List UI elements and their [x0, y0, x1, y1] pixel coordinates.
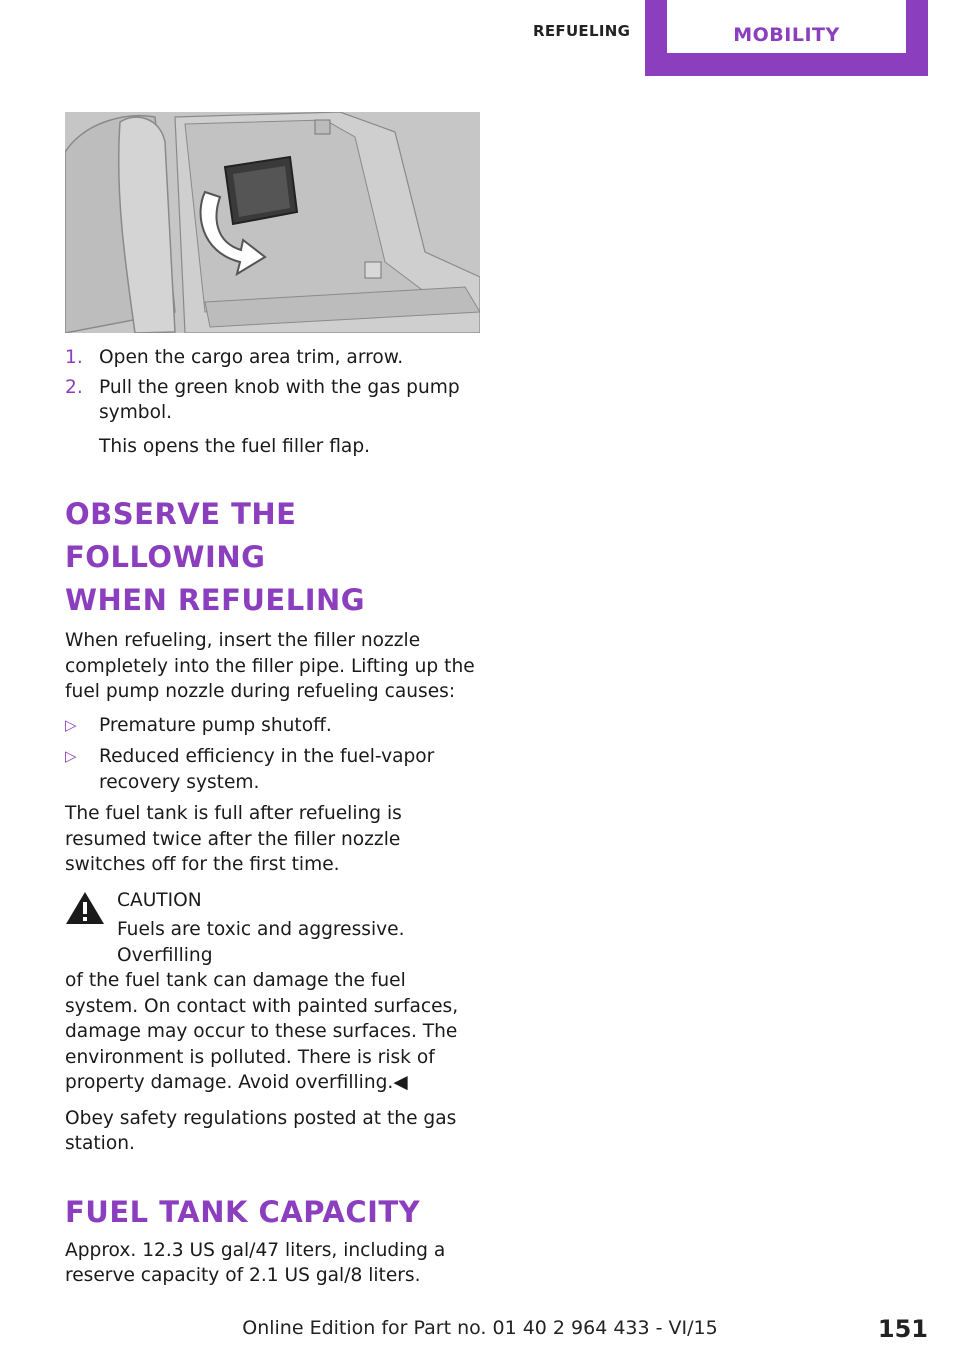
- step-2: [65, 375, 480, 426]
- main-content: [65, 345, 480, 1289]
- caution-text: of the fuel tank can damage the fuel system. On contact with painted surfaces, damage may occur to these surfaces. The environment is polluted. There is risk of property damage. Avoid overfilling.◀: [65, 970, 459, 1093]
- tank-full-note: The fuel tank is full after refueling is resumed twice after the filler nozzle switches off for the first time.: [65, 803, 402, 875]
- safety-note: Obey safety regulations posted at the gas station.: [65, 1107, 457, 1154]
- bullet-text: Premature pump shutoff.: [99, 714, 332, 736]
- caution-text-first-line: Fuels are toxic and aggressive. Overfilling: [117, 919, 405, 966]
- bullet-triangle-icon: ▷: [65, 715, 77, 734]
- cargo-area-drawing: [65, 112, 480, 333]
- list-item: [65, 744, 480, 795]
- bullet-text: Reduced efficiency in the fuel-vapor recovery system.: [99, 746, 435, 793]
- caution-notice: [65, 888, 480, 1096]
- step-number: 1.: [65, 347, 83, 368]
- chapter-tab-label: MOBILITY: [667, 0, 906, 53]
- heading-line: OBSERVE THE FOLLOWING: [65, 497, 297, 574]
- step-text: Pull the green knob with the gas pump symbol.: [99, 376, 460, 423]
- chapter-tab: [645, 0, 928, 76]
- step-text: Open the cargo area trim, arrow.: [99, 347, 404, 368]
- section-heading-capacity: FUEL TANK CAPACITY: [65, 1194, 421, 1229]
- running-header-section: REFUELING: [533, 22, 631, 40]
- bullet-triangle-icon: ▷: [65, 747, 77, 765]
- cargo-area-trim-illustration: [65, 112, 480, 333]
- caution-title: CAUTION: [117, 889, 202, 911]
- list-item: [65, 713, 480, 739]
- step-note: This opens the fuel filler flap.: [99, 435, 371, 457]
- page-number: 151: [877, 1315, 928, 1343]
- capacity-text: Approx. 12.3 US gal/47 liters, including a reserve capacity of 2.1 US gal/8 liters.: [65, 1239, 446, 1286]
- edition-footer: Online Edition for Part no. 01 40 2 964 433 - VI/15: [242, 1317, 718, 1339]
- step-number: 2.: [65, 376, 83, 398]
- heading-line: WHEN REFUELING: [65, 583, 366, 617]
- refueling-intro: When refueling, insert the filler nozzle completely into the filler pipe. Lifting up the fuel pump nozzle during refueling causes:: [65, 630, 475, 702]
- warning-triangle-icon: [65, 890, 105, 926]
- step-1: [65, 345, 480, 371]
- section-heading-refueling: [65, 493, 480, 622]
